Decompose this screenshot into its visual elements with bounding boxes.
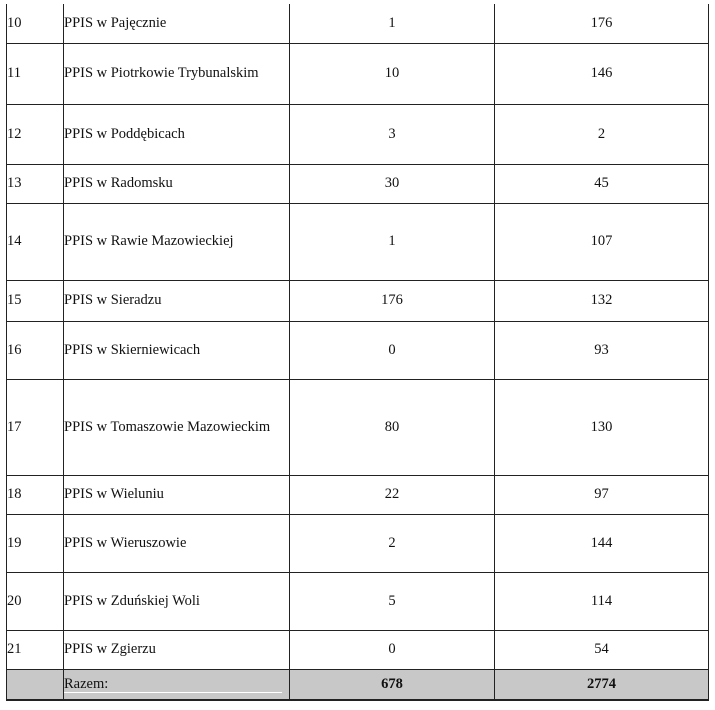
table-row [7, 280, 709, 321]
row-value-b: 132 [495, 280, 709, 321]
row-value-b: 146 [495, 43, 709, 104]
row-value-b: 2 [495, 104, 709, 164]
row-value-a: 0 [290, 321, 495, 379]
row-value-a: 22 [290, 475, 495, 514]
row-name: PPIS w Wieruszowie [64, 514, 290, 572]
row-value-b: 54 [495, 630, 709, 669]
row-value-a: 80 [290, 379, 495, 475]
row-value-b: 144 [495, 514, 709, 572]
table-row [7, 572, 709, 630]
row-value-a: 30 [290, 164, 495, 203]
row-number: 14 [7, 203, 64, 280]
table-row [7, 630, 709, 669]
row-value-a: 0 [290, 630, 495, 669]
data-table [6, 4, 709, 701]
row-number: 18 [7, 475, 64, 514]
total-number-cell [7, 669, 64, 700]
row-value-a: 1 [290, 4, 495, 43]
row-number: 17 [7, 379, 64, 475]
row-value-a: 176 [290, 280, 495, 321]
row-name: PPIS w Sieradzu [64, 280, 290, 321]
row-name: PPIS w Poddębicach [64, 104, 290, 164]
row-name: PPIS w Zduńskiej Woli [64, 572, 290, 630]
row-name: PPIS w Wieluniu [64, 475, 290, 514]
row-number: 16 [7, 321, 64, 379]
total-value-a: 678 [290, 669, 495, 700]
row-number: 12 [7, 104, 64, 164]
row-value-a: 2 [290, 514, 495, 572]
table-row [7, 164, 709, 203]
row-value-a: 3 [290, 104, 495, 164]
total-label: Razem: [64, 676, 282, 693]
row-name: PPIS w Piotrkowie Trybunalskim [64, 43, 290, 104]
row-name: PPIS w Tomaszowie Mazowieckim [64, 379, 290, 475]
total-value-b: 2774 [495, 669, 709, 700]
row-number: 20 [7, 572, 64, 630]
total-label-cell [64, 669, 290, 700]
row-number: 21 [7, 630, 64, 669]
row-value-a: 1 [290, 203, 495, 280]
row-name: PPIS w Skierniewicach [64, 321, 290, 379]
table-row [7, 43, 709, 104]
table-row [7, 379, 709, 475]
row-value-b: 114 [495, 572, 709, 630]
row-value-b: 45 [495, 164, 709, 203]
table-row [7, 203, 709, 280]
row-name: PPIS w Rawie Mazowieckiej [64, 203, 290, 280]
table-row [7, 514, 709, 572]
row-value-b: 130 [495, 379, 709, 475]
row-name: PPIS w Radomsku [64, 164, 290, 203]
row-value-b: 107 [495, 203, 709, 280]
total-row [7, 669, 709, 700]
table-row [7, 104, 709, 164]
table-row [7, 321, 709, 379]
row-name: PPIS w Pajęcznie [64, 4, 290, 43]
row-value-b: 93 [495, 321, 709, 379]
row-number: 15 [7, 280, 64, 321]
row-number: 10 [7, 4, 64, 43]
table-row [7, 4, 709, 43]
row-value-b: 97 [495, 475, 709, 514]
table-row [7, 475, 709, 514]
row-name: PPIS w Zgierzu [64, 630, 290, 669]
row-value-a: 10 [290, 43, 495, 104]
row-number: 13 [7, 164, 64, 203]
row-value-b: 176 [495, 4, 709, 43]
row-number: 11 [7, 43, 64, 104]
row-number: 19 [7, 514, 64, 572]
row-value-a: 5 [290, 572, 495, 630]
